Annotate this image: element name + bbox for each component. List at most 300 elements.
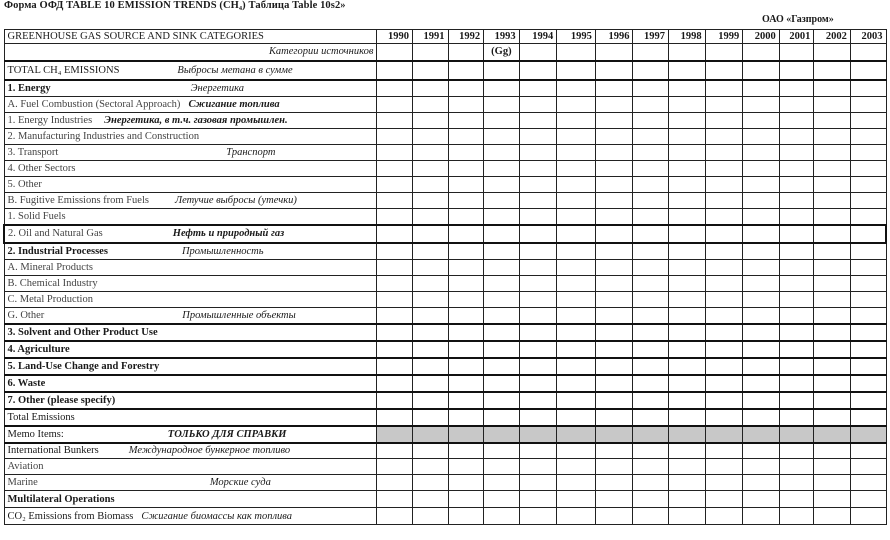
data-cell[interactable] (633, 113, 669, 129)
data-cell[interactable] (669, 324, 706, 341)
data-cell[interactable] (669, 61, 706, 80)
data-cell[interactable] (850, 341, 886, 358)
data-cell[interactable] (743, 443, 780, 459)
data-cell[interactable] (814, 475, 851, 491)
data-cell[interactable] (377, 292, 413, 308)
data-cell[interactable] (412, 324, 448, 341)
data-cell[interactable] (814, 80, 851, 97)
data-cell[interactable] (595, 243, 633, 260)
data-cell[interactable] (705, 459, 743, 475)
data-cell[interactable] (633, 324, 669, 341)
data-cell[interactable] (705, 491, 743, 508)
data-cell[interactable] (377, 324, 413, 341)
data-cell[interactable] (557, 61, 596, 80)
data-cell[interactable] (412, 97, 448, 113)
data-cell[interactable] (850, 392, 886, 409)
data-cell[interactable] (633, 443, 669, 459)
data-cell[interactable] (595, 426, 633, 443)
data-cell[interactable] (669, 491, 706, 508)
data-cell[interactable] (448, 491, 484, 508)
data-cell[interactable] (484, 426, 520, 443)
data-cell[interactable] (377, 276, 413, 292)
data-cell[interactable] (814, 409, 851, 426)
data-cell[interactable] (779, 308, 814, 324)
data-cell[interactable] (705, 426, 743, 443)
data-cell[interactable] (484, 97, 520, 113)
data-cell[interactable] (814, 276, 851, 292)
data-cell[interactable] (595, 324, 633, 341)
data-cell[interactable] (633, 260, 669, 276)
data-cell[interactable] (850, 177, 886, 193)
data-cell[interactable] (519, 177, 557, 193)
data-cell[interactable] (448, 459, 484, 475)
data-cell[interactable] (595, 392, 633, 409)
data-cell[interactable] (519, 508, 557, 525)
data-cell[interactable] (743, 193, 780, 209)
data-cell[interactable] (633, 459, 669, 475)
data-cell[interactable] (412, 375, 448, 392)
data-cell[interactable] (557, 292, 596, 308)
data-cell[interactable] (669, 145, 706, 161)
data-cell[interactable] (669, 459, 706, 475)
data-cell[interactable] (705, 161, 743, 177)
data-cell[interactable] (557, 392, 596, 409)
data-cell[interactable] (669, 113, 706, 129)
data-cell[interactable] (743, 292, 780, 308)
data-cell[interactable] (779, 113, 814, 129)
data-cell[interactable] (814, 491, 851, 508)
data-cell[interactable] (633, 161, 669, 177)
data-cell[interactable] (448, 426, 484, 443)
data-cell[interactable] (705, 97, 743, 113)
data-cell[interactable] (519, 243, 557, 260)
data-cell[interactable] (705, 225, 743, 243)
data-cell[interactable] (779, 392, 814, 409)
data-cell[interactable] (669, 177, 706, 193)
data-cell[interactable] (519, 341, 557, 358)
data-cell[interactable] (705, 209, 743, 225)
data-cell[interactable] (484, 324, 520, 341)
data-cell[interactable] (779, 443, 814, 459)
data-cell[interactable] (557, 145, 596, 161)
data-cell[interactable] (743, 491, 780, 508)
data-cell[interactable] (705, 443, 743, 459)
data-cell[interactable] (377, 308, 413, 324)
data-cell[interactable] (412, 61, 448, 80)
data-cell[interactable] (850, 375, 886, 392)
data-cell[interactable] (519, 426, 557, 443)
data-cell[interactable] (377, 129, 413, 145)
data-cell[interactable] (633, 508, 669, 525)
data-cell[interactable] (448, 358, 484, 375)
data-cell[interactable] (595, 113, 633, 129)
data-cell[interactable] (484, 209, 520, 225)
data-cell[interactable] (412, 113, 448, 129)
data-cell[interactable] (814, 129, 851, 145)
data-cell[interactable] (377, 145, 413, 161)
data-cell[interactable] (814, 193, 851, 209)
data-cell[interactable] (633, 177, 669, 193)
data-cell[interactable] (633, 475, 669, 491)
data-cell[interactable] (377, 392, 413, 409)
data-cell[interactable] (743, 243, 780, 260)
data-cell[interactable] (850, 491, 886, 508)
data-cell[interactable] (779, 409, 814, 426)
data-cell[interactable] (850, 426, 886, 443)
data-cell[interactable] (850, 308, 886, 324)
data-cell[interactable] (743, 409, 780, 426)
data-cell[interactable] (814, 341, 851, 358)
data-cell[interactable] (814, 443, 851, 459)
data-cell[interactable] (377, 97, 413, 113)
data-cell[interactable] (519, 358, 557, 375)
data-cell[interactable] (850, 292, 886, 308)
data-cell[interactable] (850, 80, 886, 97)
data-cell[interactable] (448, 443, 484, 459)
data-cell[interactable] (557, 324, 596, 341)
data-cell[interactable] (448, 308, 484, 324)
data-cell[interactable] (519, 260, 557, 276)
data-cell[interactable] (779, 341, 814, 358)
data-cell[interactable] (705, 409, 743, 426)
data-cell[interactable] (557, 129, 596, 145)
data-cell[interactable] (633, 97, 669, 113)
data-cell[interactable] (705, 193, 743, 209)
data-cell[interactable] (705, 145, 743, 161)
data-cell[interactable] (669, 161, 706, 177)
data-cell[interactable] (850, 145, 886, 161)
data-cell[interactable] (484, 61, 520, 80)
data-cell[interactable] (595, 209, 633, 225)
data-cell[interactable] (484, 177, 520, 193)
data-cell[interactable] (448, 161, 484, 177)
data-cell[interactable] (448, 475, 484, 491)
data-cell[interactable] (669, 225, 706, 243)
data-cell[interactable] (779, 161, 814, 177)
data-cell[interactable] (484, 161, 520, 177)
data-cell[interactable] (814, 225, 851, 243)
data-cell[interactable] (377, 113, 413, 129)
data-cell[interactable] (412, 358, 448, 375)
data-cell[interactable] (779, 61, 814, 80)
data-cell[interactable] (669, 443, 706, 459)
data-cell[interactable] (669, 243, 706, 260)
data-cell[interactable] (814, 161, 851, 177)
data-cell[interactable] (633, 375, 669, 392)
data-cell[interactable] (519, 292, 557, 308)
data-cell[interactable] (669, 409, 706, 426)
data-cell[interactable] (779, 475, 814, 491)
data-cell[interactable] (743, 129, 780, 145)
data-cell[interactable] (595, 145, 633, 161)
data-cell[interactable] (557, 260, 596, 276)
data-cell[interactable] (669, 129, 706, 145)
data-cell[interactable] (519, 276, 557, 292)
data-cell[interactable] (557, 459, 596, 475)
data-cell[interactable] (557, 409, 596, 426)
data-cell[interactable] (705, 292, 743, 308)
data-cell[interactable] (377, 443, 413, 459)
data-cell[interactable] (705, 475, 743, 491)
data-cell[interactable] (377, 177, 413, 193)
data-cell[interactable] (743, 308, 780, 324)
data-cell[interactable] (519, 475, 557, 491)
data-cell[interactable] (377, 61, 413, 80)
data-cell[interactable] (814, 177, 851, 193)
data-cell[interactable] (448, 209, 484, 225)
data-cell[interactable] (743, 475, 780, 491)
data-cell[interactable] (779, 358, 814, 375)
data-cell[interactable] (705, 341, 743, 358)
data-cell[interactable] (412, 260, 448, 276)
data-cell[interactable] (557, 375, 596, 392)
data-cell[interactable] (814, 392, 851, 409)
data-cell[interactable] (633, 341, 669, 358)
data-cell[interactable] (705, 129, 743, 145)
data-cell[interactable] (633, 80, 669, 97)
data-cell[interactable] (484, 491, 520, 508)
data-cell[interactable] (743, 276, 780, 292)
data-cell[interactable] (814, 426, 851, 443)
data-cell[interactable] (519, 193, 557, 209)
data-cell[interactable] (412, 475, 448, 491)
data-cell[interactable] (557, 341, 596, 358)
data-cell[interactable] (814, 358, 851, 375)
data-cell[interactable] (484, 292, 520, 308)
data-cell[interactable] (743, 324, 780, 341)
data-cell[interactable] (743, 177, 780, 193)
data-cell[interactable] (779, 276, 814, 292)
data-cell[interactable] (484, 443, 520, 459)
data-cell[interactable] (743, 97, 780, 113)
data-cell[interactable] (557, 193, 596, 209)
data-cell[interactable] (850, 260, 886, 276)
data-cell[interactable] (595, 443, 633, 459)
data-cell[interactable] (412, 80, 448, 97)
data-cell[interactable] (669, 276, 706, 292)
data-cell[interactable] (705, 324, 743, 341)
data-cell[interactable] (850, 443, 886, 459)
data-cell[interactable] (448, 260, 484, 276)
data-cell[interactable] (633, 426, 669, 443)
data-cell[interactable] (595, 475, 633, 491)
data-cell[interactable] (743, 209, 780, 225)
data-cell[interactable] (595, 491, 633, 508)
data-cell[interactable] (669, 209, 706, 225)
data-cell[interactable] (448, 375, 484, 392)
data-cell[interactable] (519, 225, 557, 243)
data-cell[interactable] (557, 225, 596, 243)
data-cell[interactable] (743, 161, 780, 177)
data-cell[interactable] (705, 177, 743, 193)
data-cell[interactable] (743, 341, 780, 358)
data-cell[interactable] (705, 358, 743, 375)
data-cell[interactable] (743, 61, 780, 80)
data-cell[interactable] (377, 193, 413, 209)
data-cell[interactable] (557, 508, 596, 525)
data-cell[interactable] (484, 341, 520, 358)
data-cell[interactable] (779, 508, 814, 525)
data-cell[interactable] (519, 161, 557, 177)
data-cell[interactable] (412, 177, 448, 193)
data-cell[interactable] (484, 225, 520, 243)
data-cell[interactable] (779, 129, 814, 145)
data-cell[interactable] (595, 177, 633, 193)
data-cell[interactable] (519, 308, 557, 324)
data-cell[interactable] (814, 308, 851, 324)
data-cell[interactable] (377, 243, 413, 260)
data-cell[interactable] (779, 243, 814, 260)
data-cell[interactable] (448, 61, 484, 80)
data-cell[interactable] (633, 243, 669, 260)
data-cell[interactable] (779, 292, 814, 308)
data-cell[interactable] (633, 145, 669, 161)
data-cell[interactable] (705, 243, 743, 260)
data-cell[interactable] (850, 276, 886, 292)
data-cell[interactable] (669, 193, 706, 209)
data-cell[interactable] (669, 80, 706, 97)
data-cell[interactable] (814, 145, 851, 161)
data-cell[interactable] (377, 491, 413, 508)
data-cell[interactable] (412, 459, 448, 475)
data-cell[interactable] (595, 508, 633, 525)
data-cell[interactable] (519, 61, 557, 80)
data-cell[interactable] (850, 243, 886, 260)
data-cell[interactable] (633, 61, 669, 80)
data-cell[interactable] (377, 459, 413, 475)
data-cell[interactable] (484, 113, 520, 129)
data-cell[interactable] (412, 129, 448, 145)
data-cell[interactable] (705, 80, 743, 97)
data-cell[interactable] (743, 392, 780, 409)
data-cell[interactable] (519, 375, 557, 392)
data-cell[interactable] (743, 508, 780, 525)
data-cell[interactable] (448, 193, 484, 209)
data-cell[interactable] (633, 392, 669, 409)
data-cell[interactable] (779, 491, 814, 508)
data-cell[interactable] (850, 409, 886, 426)
data-cell[interactable] (484, 80, 520, 97)
data-cell[interactable] (595, 358, 633, 375)
data-cell[interactable] (850, 97, 886, 113)
data-cell[interactable] (484, 358, 520, 375)
data-cell[interactable] (779, 193, 814, 209)
data-cell[interactable] (850, 459, 886, 475)
data-cell[interactable] (519, 491, 557, 508)
data-cell[interactable] (519, 409, 557, 426)
data-cell[interactable] (669, 375, 706, 392)
data-cell[interactable] (519, 443, 557, 459)
data-cell[interactable] (519, 392, 557, 409)
data-cell[interactable] (814, 243, 851, 260)
data-cell[interactable] (633, 358, 669, 375)
data-cell[interactable] (557, 475, 596, 491)
data-cell[interactable] (779, 426, 814, 443)
data-cell[interactable] (377, 409, 413, 426)
data-cell[interactable] (377, 341, 413, 358)
data-cell[interactable] (743, 260, 780, 276)
data-cell[interactable] (412, 409, 448, 426)
data-cell[interactable] (814, 113, 851, 129)
data-cell[interactable] (850, 324, 886, 341)
data-cell[interactable] (669, 358, 706, 375)
data-cell[interactable] (448, 243, 484, 260)
data-cell[interactable] (595, 61, 633, 80)
data-cell[interactable] (448, 80, 484, 97)
data-cell[interactable] (633, 491, 669, 508)
data-cell[interactable] (377, 475, 413, 491)
data-cell[interactable] (595, 375, 633, 392)
data-cell[interactable] (519, 113, 557, 129)
data-cell[interactable] (814, 292, 851, 308)
data-cell[interactable] (448, 113, 484, 129)
data-cell[interactable] (595, 80, 633, 97)
data-cell[interactable] (412, 161, 448, 177)
data-cell[interactable] (850, 225, 886, 243)
data-cell[interactable] (633, 308, 669, 324)
data-cell[interactable] (669, 341, 706, 358)
data-cell[interactable] (484, 409, 520, 426)
data-cell[interactable] (448, 129, 484, 145)
data-cell[interactable] (557, 308, 596, 324)
data-cell[interactable] (448, 177, 484, 193)
data-cell[interactable] (595, 193, 633, 209)
data-cell[interactable] (484, 392, 520, 409)
data-cell[interactable] (519, 324, 557, 341)
data-cell[interactable] (633, 409, 669, 426)
data-cell[interactable] (557, 209, 596, 225)
data-cell[interactable] (814, 375, 851, 392)
data-cell[interactable] (633, 129, 669, 145)
data-cell[interactable] (814, 209, 851, 225)
data-cell[interactable] (448, 97, 484, 113)
data-cell[interactable] (377, 508, 413, 525)
data-cell[interactable] (557, 443, 596, 459)
data-cell[interactable] (484, 459, 520, 475)
data-cell[interactable] (669, 475, 706, 491)
data-cell[interactable] (412, 508, 448, 525)
data-cell[interactable] (633, 276, 669, 292)
data-cell[interactable] (412, 145, 448, 161)
data-cell[interactable] (448, 409, 484, 426)
data-cell[interactable] (669, 292, 706, 308)
data-cell[interactable] (412, 276, 448, 292)
data-cell[interactable] (448, 225, 484, 243)
data-cell[interactable] (377, 80, 413, 97)
data-cell[interactable] (412, 292, 448, 308)
data-cell[interactable] (412, 341, 448, 358)
data-cell[interactable] (484, 243, 520, 260)
data-cell[interactable] (814, 508, 851, 525)
data-cell[interactable] (448, 392, 484, 409)
data-cell[interactable] (377, 426, 413, 443)
data-cell[interactable] (595, 161, 633, 177)
data-cell[interactable] (705, 508, 743, 525)
data-cell[interactable] (595, 276, 633, 292)
data-cell[interactable] (850, 61, 886, 80)
data-cell[interactable] (743, 459, 780, 475)
data-cell[interactable] (669, 426, 706, 443)
data-cell[interactable] (743, 358, 780, 375)
data-cell[interactable] (595, 409, 633, 426)
data-cell[interactable] (448, 324, 484, 341)
data-cell[interactable] (779, 145, 814, 161)
data-cell[interactable] (557, 491, 596, 508)
data-cell[interactable] (484, 260, 520, 276)
data-cell[interactable] (595, 129, 633, 145)
data-cell[interactable] (557, 161, 596, 177)
data-cell[interactable] (484, 375, 520, 392)
